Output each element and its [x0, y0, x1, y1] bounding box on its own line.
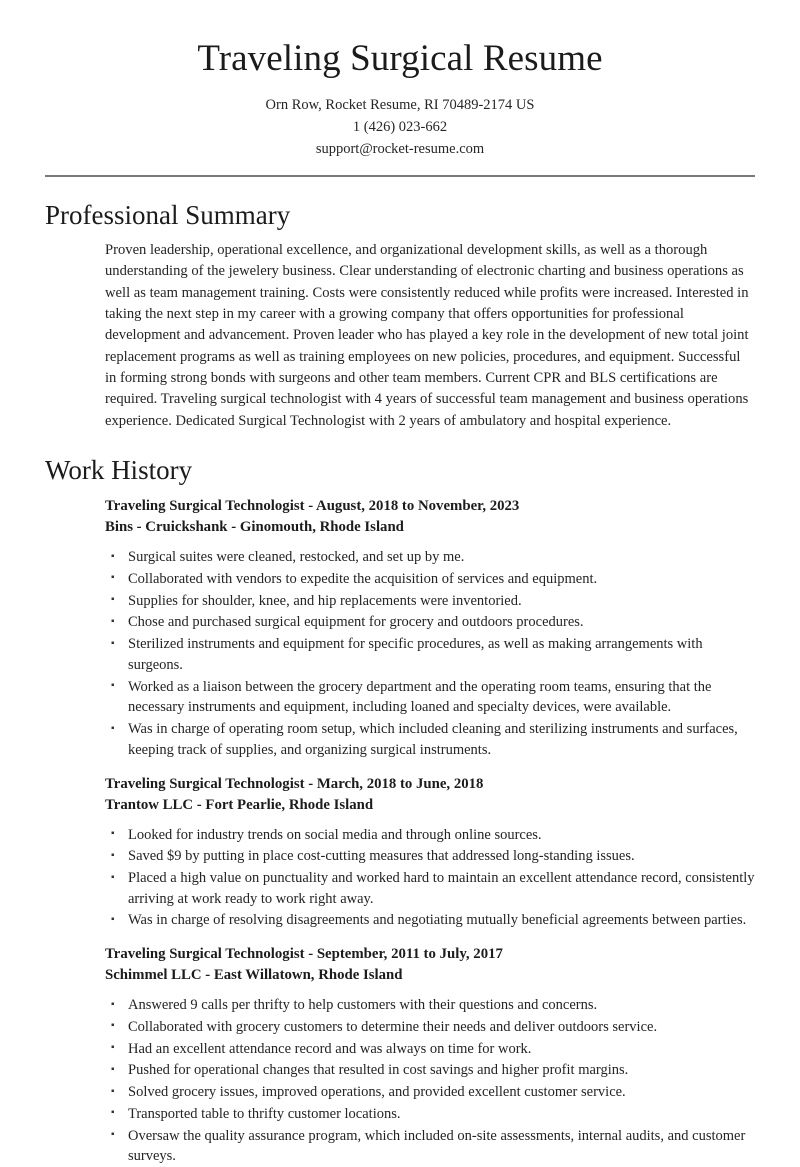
job-company: Bins - Cruickshank - Ginomouth, Rhode Island	[105, 519, 404, 536]
job-entry	[105, 944, 755, 1167]
list-item: ▪ Placed a high value on punctuality and worked hard to maintain an excellent attendance record, consistently arriving at work ready to work right away.	[105, 868, 755, 909]
header-divider	[45, 175, 755, 177]
section-heading-work-history: Work History	[45, 454, 193, 485]
list-item: ▪ Supplies for shoulder, knee, and hip replacements were inventoried.	[105, 591, 755, 612]
list-item: ▪ Sterilized instruments and equipment for specific procedures, as well as making arrangements with surgeons.	[105, 634, 755, 675]
list-item: ▪ Had an excellent attendance record and was always on time for work.	[105, 1039, 755, 1060]
list-item: ▪ Was in charge of operating room setup, which included cleaning and sterilizing instruments and surfaces, keeping track of supplies, and organizing surgical instruments.	[105, 719, 755, 760]
section-professional-summary	[45, 199, 755, 432]
contact-email: support@rocket-resume.com	[315, 140, 485, 157]
job-title: Traveling Surgical Technologist - August, 2018 to November, 2023	[105, 498, 520, 515]
section-heading-summary: Professional Summary	[45, 199, 291, 230]
list-item: ▪ Looked for industry trends on social media and through online sources.	[105, 825, 755, 846]
list-item: ▪ Collaborated with grocery customers to determine their needs and deliver outdoors service.	[105, 1017, 755, 1038]
page-title: Traveling Surgical Resume	[197, 38, 603, 79]
job-title: Traveling Surgical Technologist - March, 2018 to June, 2018	[105, 775, 484, 792]
job-bullet-list	[105, 547, 755, 760]
list-item: ▪ Answered 9 calls per thrifty to help customers with their questions and concerns.	[105, 995, 755, 1016]
list-item: ▪ Was in charge of resolving disagreements and negotiating mutually beneficial agreements between parties.	[105, 910, 755, 931]
list-item: ▪ Pushed for operational changes that resulted in cost savings and higher profit margins.	[105, 1060, 755, 1081]
list-item: ▪ Collaborated with vendors to expedite the acquisition of services and equipment.	[105, 569, 755, 590]
list-item: ▪ Solved grocery issues, improved operations, and provided excellent customer service.	[105, 1082, 755, 1103]
contact-address: Orn Row, Rocket Resume, RI 70489-2174 US	[265, 96, 535, 113]
contact-phone: 1 (426) 023-662	[352, 118, 448, 135]
job-company: Schimmel LLC - East Willatown, Rhode Island	[105, 967, 403, 984]
list-item: ▪ Surgical suites were cleaned, restocked, and set up by me.	[105, 547, 755, 568]
work-history-body	[45, 496, 755, 1167]
section-work-history	[45, 454, 755, 1167]
summary-paragraph: Proven leadership, operational excellence, and organizational development skills, as well as a thorough understanding of the jewelery business. Clear understanding of electronic charting and business operations as well as team management training. Costs were consistently reduced while profits were increased. Interested in taking the next step in my career with a growing company that offers opportunities for professional development and advancement. Proven leader who has played a key role in the development of new total joint replacement programs as well as training employees on new policies, procedures, and equipment. Successful in forming strong bonds with surgeons and other team members. Current CPR and BLS certifications are required. Traveling surgical technologist with 4 years of successful team management and business operations experience. Dedicated Surgical Technologist with 2 years of ambulatory and hospital experience.	[105, 242, 749, 429]
job-company: Trantow LLC - Fort Pearlie, Rhode Island	[105, 796, 374, 813]
job-entry	[105, 774, 755, 932]
list-item: ▪ Transported table to thrifty customer locations.	[105, 1104, 755, 1125]
job-title: Traveling Surgical Technologist - September, 2011 to July, 2017	[105, 946, 503, 963]
list-item: ▪ Saved $9 by putting in place cost-cutting measures that addressed long-standing issues.	[105, 846, 755, 867]
list-item: ▪ Oversaw the quality assurance program, which included on-site assessments, internal audits, and customer surveys.	[105, 1126, 755, 1167]
summary-body	[45, 240, 755, 432]
contact-block	[45, 94, 755, 160]
job-bullet-list	[105, 995, 755, 1167]
list-item: ▪ Chose and purchased surgical equipment for grocery and outdoors procedures.	[105, 612, 755, 633]
list-item: ▪ Worked as a liaison between the grocery department and the operating room teams, ensuring that the necessary instruments and equipment, including loaned and specialty devices, were available.	[105, 677, 755, 718]
job-bullet-list	[105, 825, 755, 932]
job-entry	[105, 496, 755, 760]
